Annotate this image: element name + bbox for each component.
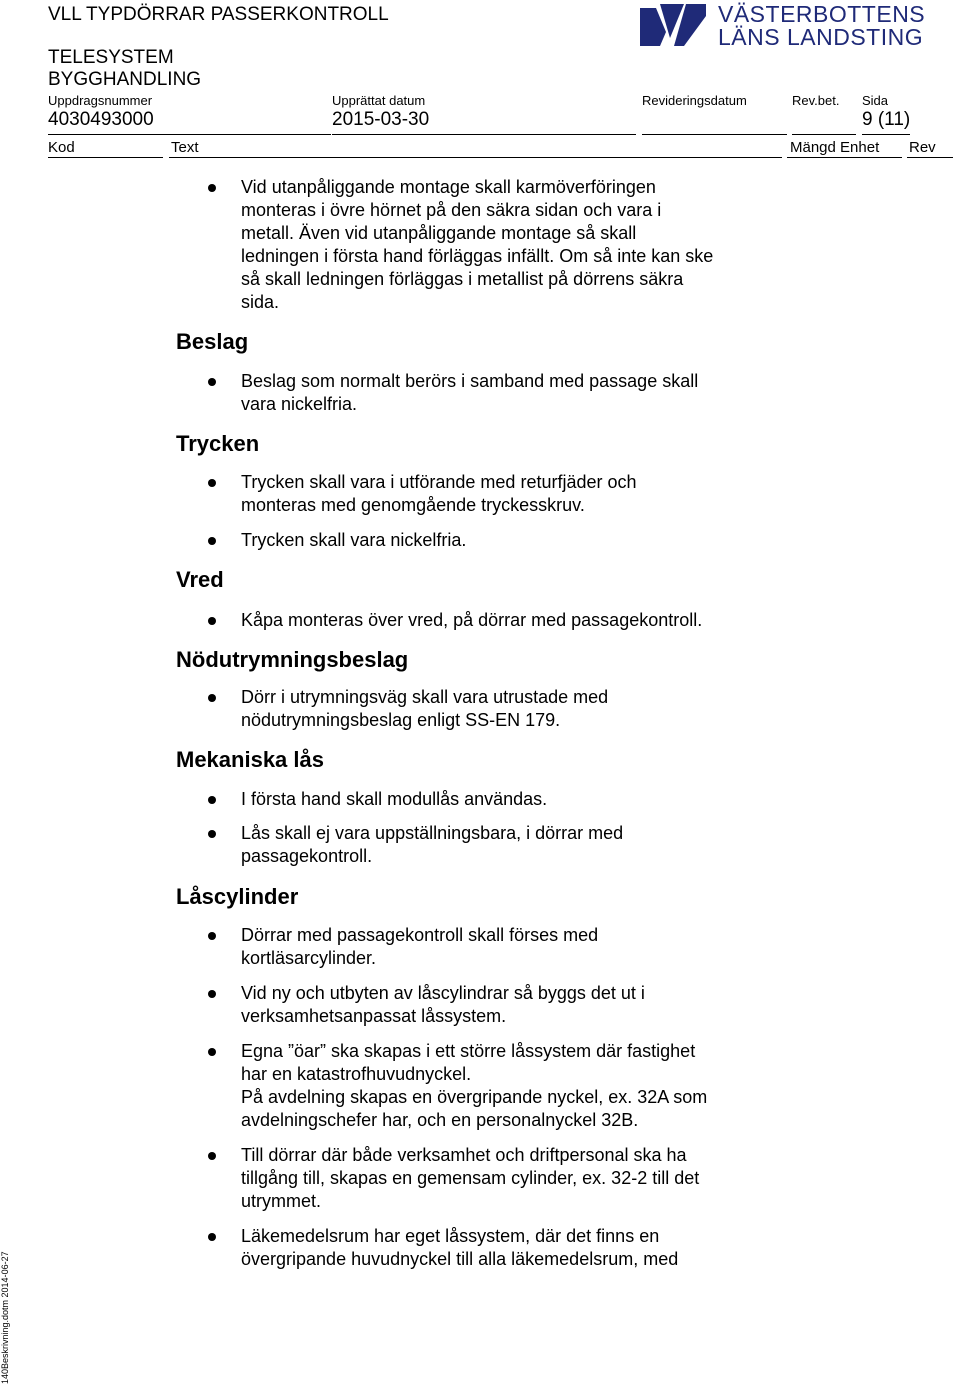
logo-line-2: LÄNS LANDSTING [718,24,924,50]
bullet [208,617,216,625]
bullet [208,1048,216,1056]
header-rule [792,134,856,135]
list-item-line: verksamhetsanpassat låssystem. [241,1006,507,1026]
list-item-line: sida. [241,292,280,312]
list-item-line: har en katastrofhuvudnyckel. [241,1064,472,1084]
created-date-label: Upprättat datum [332,93,426,108]
list-item-line: Vid utanpåliggande montage skall karmöverföringen [241,177,656,197]
bullet [208,1233,216,1241]
list-item-line: monteras med genomgående tryckesskruv. [241,495,585,515]
column-rev: Rev [909,139,936,156]
assignment-no-value: 4030493000 [48,109,154,130]
page-number: 9 (11) [862,109,911,130]
list-item-line: I första hand skall modullås användas. [241,789,548,809]
list-item-line: metall. Även vid utanpåliggande montage så skall [241,223,637,243]
list-item-line: Dörrar med passagekontroll skall förses med [241,925,599,945]
list-item-line: ledningen i första hand förläggas infällt. Om så inte kan ske [241,246,714,266]
header-rule [862,134,910,135]
assignment-no-label: Uppdragsnummer [48,93,153,108]
list-item-line: Dörr i utrymningsväg skall vara utrustade med [241,687,609,707]
column-code: Kod [48,139,75,156]
header-rule [642,134,787,135]
system-name: TELESYSTEM [48,47,174,68]
project-title: VLL TYPDÖRRAR PASSERKONTROLL [48,4,389,25]
header-rule [332,134,636,135]
revision-date-label: Revideringsdatum [642,93,747,108]
list-item-line: Läkemedelsrum har eget låssystem, där det finns en [241,1226,660,1246]
list-item-line: monteras i övre hörnet på den säkra sidan och vara i [241,200,662,220]
list-item-line: Lås skall ej vara uppställningsbara, i dörrar med [241,823,624,843]
list-item-line: utrymmet. [241,1191,322,1211]
bullet [208,796,216,804]
header-rule [48,134,331,135]
column-rule [48,157,163,158]
column-qty-unit: Mängd Enhet [790,139,880,156]
list-item-line: Beslag som normalt berörs i samband med passage skall [241,371,699,391]
bullet [208,537,216,545]
section-heading: Mekaniska lås [176,747,324,772]
bullet [208,990,216,998]
logo-mark-icon [640,4,706,46]
list-item-line: Egna ”öar” ska skapas i ett större låssystem där fastighet [241,1041,696,1061]
bullet [208,694,216,702]
list-item-line: kortläsarcylinder. [241,948,377,968]
column-text: Text [171,139,199,156]
list-item-line: Till dörrar där både verksamhet och driftpersonal ska ha [241,1145,687,1165]
list-item-line: Trycken skall vara nickelfria. [241,530,467,550]
bullet [208,1152,216,1160]
list-item-line: så skall ledningen förläggas i metallist på dörrens säkra [241,269,684,289]
column-rule [169,157,782,158]
bullet [208,378,216,386]
bullet [208,932,216,940]
list-item-line: På avdelning skapas en övergripande nyckel, ex. 32A som [241,1087,708,1107]
section-heading: Beslag [176,329,249,354]
created-date-value: 2015-03-30 [332,109,430,130]
bullet [208,479,216,487]
list-item-line: passagekontroll. [241,846,373,866]
list-item-line: vara nickelfria. [241,394,358,414]
bullet [208,830,216,838]
logo-line-1: VÄSTERBOTTENS [718,1,926,27]
rev-ref-label: Rev.bet. [792,93,840,108]
list-item-line: nödutrymningsbeslag enligt SS-EN 179. [241,710,561,730]
list-item-line: tillgång till, skapas en gemensam cylinder, ex. 32-2 till det [241,1168,700,1188]
page-label: Sida [862,93,889,108]
section-heading: Trycken [176,431,260,456]
document-type: BYGGHANDLING [48,69,202,90]
section-heading: Nödutrymningsbeslag [176,647,409,672]
section-heading: Låscylinder [176,884,299,909]
list-item-line: Trycken skall vara i utförande med returfjäder och [241,472,637,492]
list-item-line: övergripande huvudnyckel till alla läkemedelsrum, med [241,1249,679,1269]
list-item-line: avdelningschefer har, och en personalnyckel 32B. [241,1110,639,1130]
column-rule [907,157,953,158]
bullet [208,184,216,192]
section-heading: Vred [176,567,224,592]
column-rule [787,157,902,158]
list-item-line: Kåpa monteras över vred, på dörrar med passagekontroll. [241,610,703,630]
list-item-line: Vid ny och utbyten av låscylindrar så byggs det ut i [241,983,645,1003]
template-stamp: 140Beskrivning.dotm 2014-06-27 [0,1251,10,1384]
